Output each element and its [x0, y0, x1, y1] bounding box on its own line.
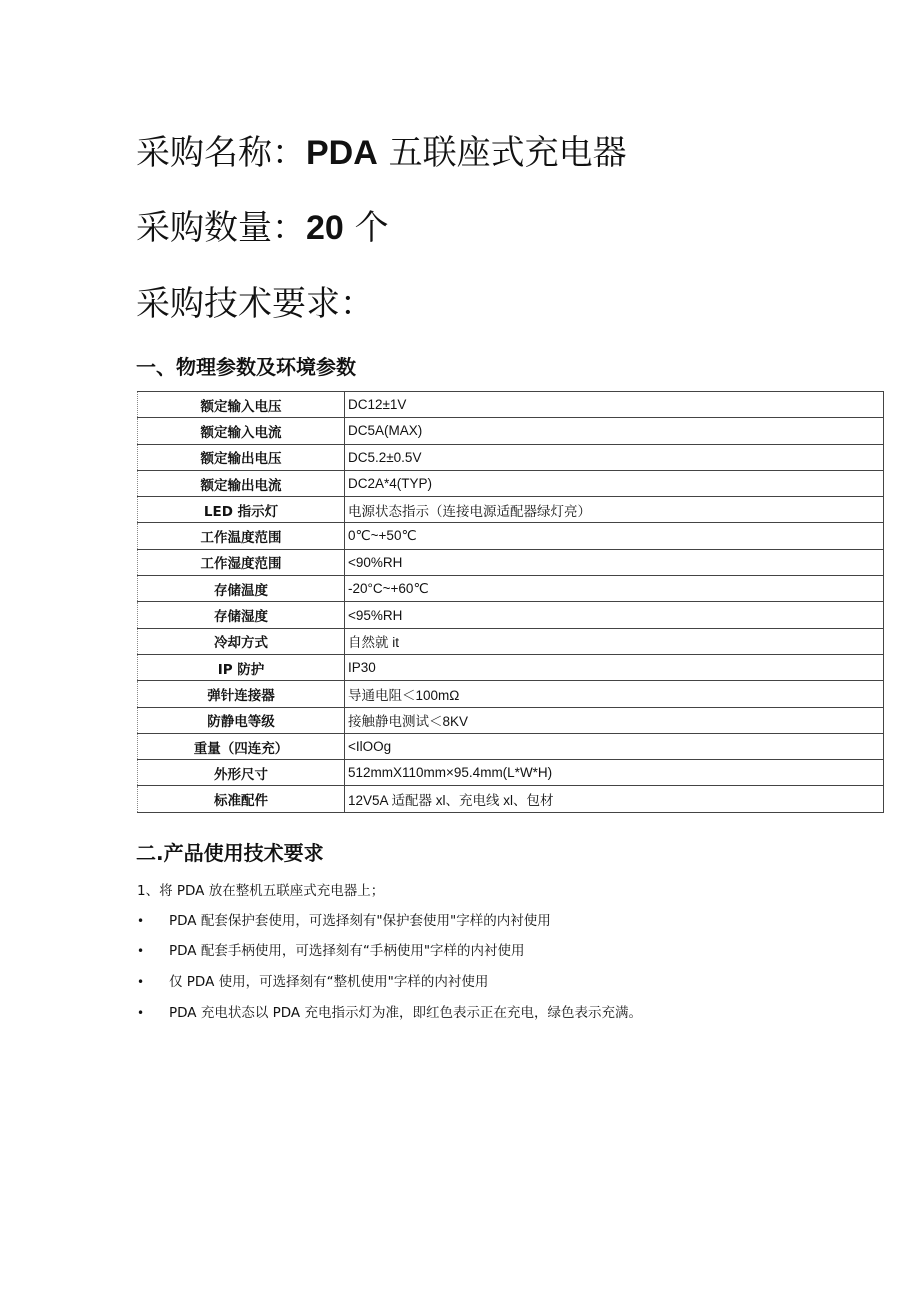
value-cell: 接触静电测试＜8KV — [345, 707, 884, 733]
param-cell: 工作温度范围 — [138, 523, 345, 549]
value-cell: 12V5A 适配器 xl、充电线 xl、包材 — [345, 786, 884, 812]
list-item: PDA 充电状态以 PDA 充电指示灯为准，即红色表示正在充电，绿色表示充满。 — [169, 1005, 642, 1021]
table-row — [138, 576, 884, 602]
param-cell: 外形尺寸 — [138, 760, 345, 786]
table-row — [138, 497, 884, 523]
value-cell: 自然就 it — [345, 628, 884, 654]
value-cell: DC2A*4(TYP) — [345, 470, 884, 496]
bullet-icon: • — [137, 914, 145, 928]
value-cell: 0℃~+50℃ — [345, 523, 884, 549]
section-usage-requirements-title: 二.产品使用技术要求 — [136, 841, 324, 865]
table-row — [138, 654, 884, 680]
param-cell: 额定输入电压 — [138, 392, 345, 418]
value-cell: <IlOOg — [345, 733, 884, 759]
param-cell: IP 防护 — [138, 654, 345, 680]
param-cell: 额定输出电压 — [138, 444, 345, 470]
table-row — [138, 549, 884, 575]
param-cell: 额定输入电流 — [138, 418, 345, 444]
procurement-name-bold: PDA — [306, 134, 378, 172]
procurement-quantity-unit: 个 — [343, 208, 389, 248]
procurement-name-rest: 五联座式充电器 — [377, 133, 627, 173]
procurement-name-heading — [136, 133, 627, 173]
table-row — [138, 392, 884, 418]
bullet-icon: • — [137, 1006, 145, 1020]
usage-intro-text: 1、将 PDA 放在整机五联座式充电器上； — [137, 883, 385, 899]
value-cell: IP30 — [345, 654, 884, 680]
param-cell: 冷却方式 — [138, 628, 345, 654]
procurement-quantity-label: 采购数量： — [136, 208, 306, 248]
value-cell: DC5A(MAX) — [345, 418, 884, 444]
table-row — [138, 444, 884, 470]
param-cell: 额定输出电流 — [138, 470, 345, 496]
table-row — [138, 418, 884, 444]
table-row — [138, 760, 884, 786]
table-row — [138, 733, 884, 759]
list-item: PDA 配套保护套使用，可选择刻有"保护套使用"字样的内衬使用 — [169, 913, 551, 929]
table-row — [138, 523, 884, 549]
table-row — [138, 707, 884, 733]
procurement-name-label: 采购名称： — [136, 133, 306, 173]
procurement-tech-heading: 采购技术要求： — [136, 284, 374, 324]
value-cell: 导通电阻＜100mΩ — [345, 681, 884, 707]
table-row — [138, 786, 884, 812]
spec-table — [137, 391, 884, 813]
bullet-icon: • — [137, 944, 145, 958]
list-item: 仅 PDA 使用，可选择刻有“整机使用"字样的内衬使用 — [169, 974, 489, 990]
param-cell: 标准配件 — [138, 786, 345, 812]
value-cell: 512mmX110mm×95.4mm(L*W*H) — [345, 760, 884, 786]
value-cell: DC5.2±0.5V — [345, 444, 884, 470]
table-row — [138, 470, 884, 496]
section-physical-params-title: 一、物理参数及环境参数 — [136, 355, 356, 379]
bullet-icon: • — [137, 975, 145, 989]
param-cell: LED 指示灯 — [138, 497, 345, 523]
param-cell: 防静电等级 — [138, 707, 345, 733]
value-cell: DC12±1V — [345, 392, 884, 418]
param-cell: 弹针连接器 — [138, 681, 345, 707]
value-cell: <90%RH — [345, 549, 884, 575]
table-row — [138, 681, 884, 707]
procurement-quantity-heading — [136, 208, 389, 248]
param-cell: 存储湿度 — [138, 602, 345, 628]
procurement-quantity-value: 20 — [306, 209, 344, 247]
value-cell: <95%RH — [345, 602, 884, 628]
value-cell: -20°C~+60℃ — [345, 576, 884, 602]
value-cell: 电源状态指示（连接电源适配器绿灯亮） — [345, 497, 884, 523]
param-cell: 重量（四连充） — [138, 733, 345, 759]
list-item: PDA 配套手柄使用，可选择刻有“手柄使用"字样的内衬使用 — [169, 943, 525, 959]
table-row — [138, 628, 884, 654]
table-row — [138, 602, 884, 628]
param-cell: 工作湿度范围 — [138, 549, 345, 575]
param-cell: 存储温度 — [138, 576, 345, 602]
